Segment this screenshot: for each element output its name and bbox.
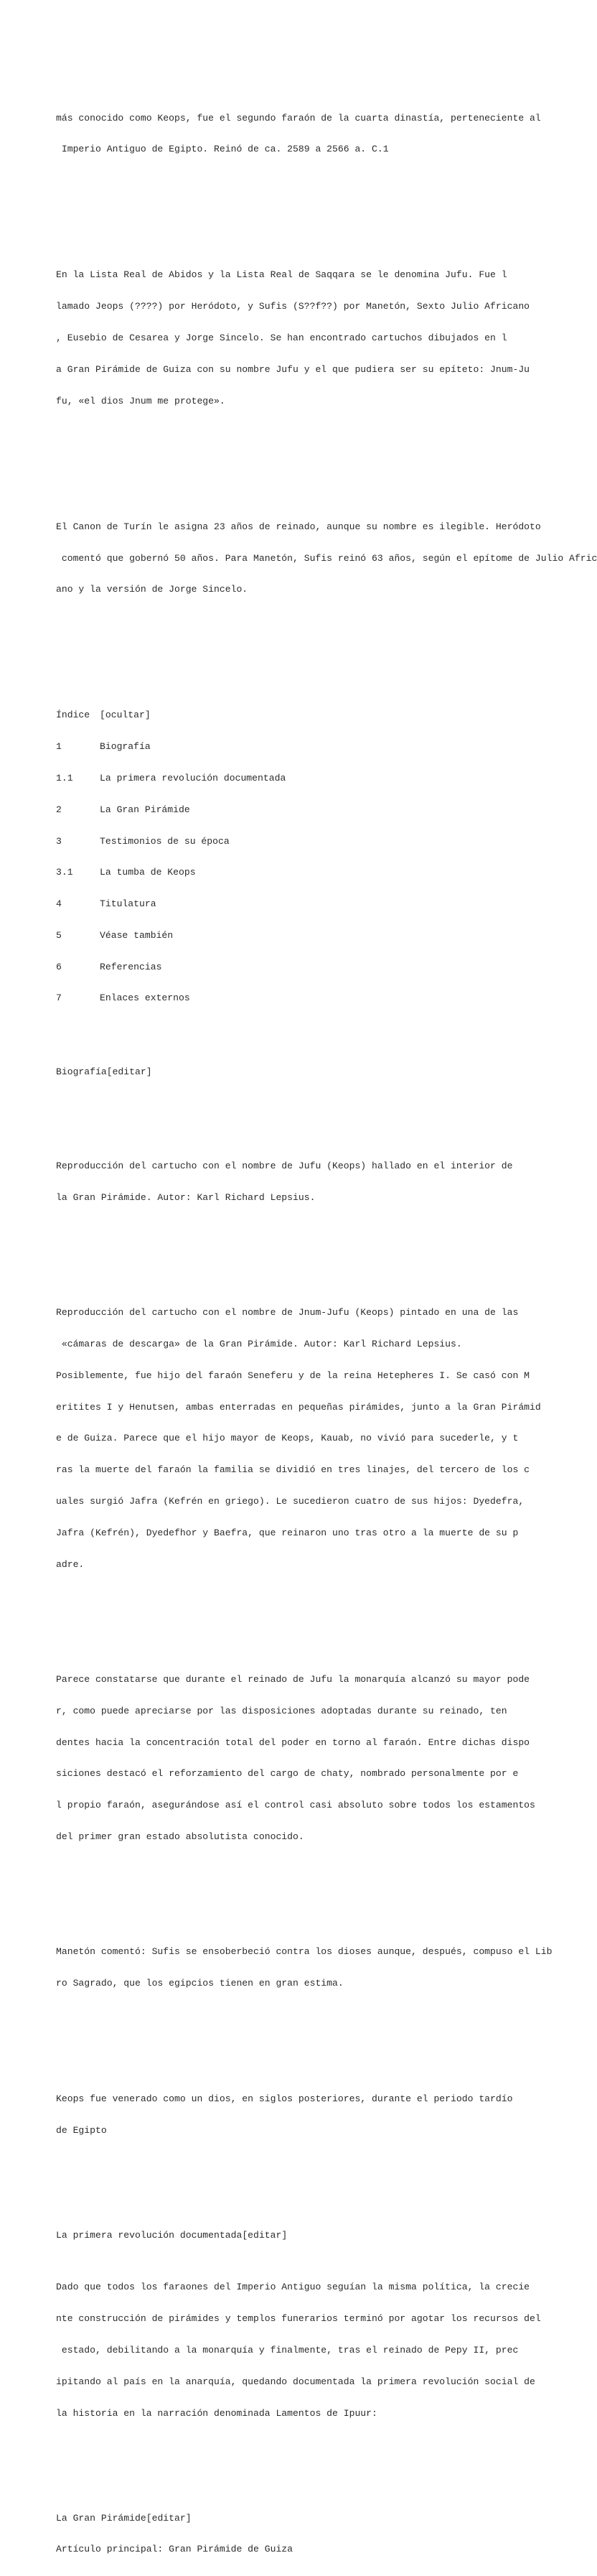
text-line: l propio faraón, asegurándose así el control casi absoluto sobre todos los estamentos (56, 1800, 535, 1811)
text-line: Imperio Antiguo de Egipto. Reinó de ca. 2589 a 2566 a. C.1 (56, 144, 389, 155)
text-line: ro Sagrado, que los egipcios tienen en gran estima. (56, 1978, 344, 1989)
toc-item-number: 6 (56, 961, 62, 972)
toc-item-number: 1 (56, 741, 62, 753)
toc-item[interactable] (56, 993, 551, 1004)
toc-item-number: 5 (56, 929, 62, 941)
section-heading-revolucion (56, 2231, 551, 2241)
text-line: «cámaras de descarga» de la Gran Pirámide. Autor: Karl Richard Lepsius. (56, 1339, 462, 1350)
text-line: Manetón comentó: Sufis se ensoberbeció contra los dioses aunque, después, compuso el Lib (56, 1946, 553, 1958)
text-line: Keops fue venerado como un dios, en siglos posteriores, durante el periodo tardío (56, 2093, 513, 2104)
biografia-paragraph-1 (56, 1287, 551, 1591)
toc-item-label: Testimonios de su época (100, 835, 230, 847)
text-line: ras la muerte del faraón la familia se dividió en tres linajes, del tercero de los c (56, 1464, 530, 1476)
text-line: comentó que gobernó 50 años. Para Manetón, Sufis reinó 63 años, según el epítome de Julio Afric (56, 552, 597, 564)
toc-item[interactable] (56, 805, 551, 816)
revolucion-paragraph-1 (56, 2261, 551, 2440)
text-line: a Gran Pirámide de Guiza con su nombre Jufu y el que pudiera ser su epíteto: Jnum-Ju (56, 363, 530, 375)
toc-item-label: La Gran Pirámide (100, 804, 190, 815)
text-line: En la Lista Real de Abidos y la Lista Real de Saqqara se le denomina Jufu. Fue l (56, 269, 507, 281)
text-line: Reproducción del cartucho con el nombre de Jnum-Jufu (Keops) pintado en una de las (56, 1307, 519, 1319)
toc-item-label: Referencias (100, 961, 162, 972)
toc-item-label: La tumba de Keops (100, 867, 196, 878)
text-line: Posiblemente, fue hijo del faraón Seneferu y de la reina Hetepheres I. Se casó con M (56, 1370, 530, 1381)
edit-link[interactable]: [editar] (146, 2512, 192, 2524)
main-article-note[interactable]: Artículo principal: Gran Pirámide de Guiza (56, 2544, 293, 2555)
document-body (56, 50, 597, 2576)
toc-item[interactable] (56, 962, 551, 973)
biografia-paragraph-2 (56, 1654, 551, 1864)
toc-item-label: Titulatura (100, 898, 156, 910)
text-line: , Eusebio de Cesarea y Jorge Sincelo. Se han encontrado cartuchos dibujados en l (56, 333, 507, 344)
section-heading-text: La primera revolución documentada (56, 2229, 243, 2241)
toc-item-number: 1.1 (56, 772, 73, 784)
section-heading-text: La Gran Pirámide (56, 2512, 146, 2524)
toc-item-label: La primera revolución documentada (100, 772, 286, 784)
text-line: Jafra (Kefrén), Dyedefhor y Baefra, que reinaron uno tras otro a la muerte de su p (56, 1527, 519, 1538)
text-line: adre. (56, 1558, 85, 1570)
toc-item-number: 3.1 (56, 867, 73, 878)
toc-item[interactable] (56, 773, 551, 784)
text-line: Dado que todos los faraones del Imperio Antiguo seguían la misma política, la crecie (56, 2282, 530, 2293)
text-line: siciones destacó el reforzamiento del cargo de chaty, nombrado personalmente por e (56, 1768, 519, 1780)
text-line: r, como puede apreciarse por las disposiciones adoptadas durante su reinado, ten (56, 1705, 507, 1716)
text-line: dentes hacia la concentración total del poder en torno al faraón. Entre dichas dispo (56, 1736, 530, 1748)
text-line: estado, debilitando a la monarquía y finalmente, tras el reinado de Pepy II, prec (56, 2345, 519, 2356)
toc-heading: Índice (56, 710, 90, 721)
toc-toggle-link[interactable]: [ocultar] (100, 710, 151, 721)
intro-paragraph-2 (56, 249, 551, 427)
table-of-contents (56, 689, 551, 1025)
biografia-paragraph-3 (56, 1926, 551, 2010)
section-heading-gran-piramide (56, 2514, 551, 2524)
toc-item-number: 2 (56, 804, 62, 815)
text-line: El Canon de Turín le asigna 23 años de reinado, aunque su nombre es ilegible. Heródoto (56, 521, 541, 532)
text-line: ano y la versión de Jorge Sincelo. (56, 584, 248, 595)
toc-item[interactable] (56, 837, 551, 847)
intro-paragraph-3 (56, 501, 597, 617)
section-heading-text: Biografía (56, 1066, 107, 1077)
toc-item-number: 3 (56, 835, 62, 847)
toc-item-number: 4 (56, 898, 62, 910)
text-line: Parece constatarse que durante el reinado de Jufu la monarquía alcanzó su mayor pode (56, 1674, 530, 1685)
text-line: uales surgió Jafra (Kefrén en griego). Le sucedieron cuatro de sus hijos: Dyedefra, (56, 1495, 525, 1507)
toc-item-label: Biografía (100, 741, 151, 753)
image-caption-1 (56, 1140, 551, 1224)
section-heading-biografia (56, 1067, 551, 1078)
edit-link[interactable]: [editar] (242, 2229, 288, 2241)
toc-item-number: 7 (56, 992, 62, 1004)
text-line: de Egipto (56, 2124, 107, 2136)
text-line: Reproducción del cartucho con el nombre de Jufu (Keops) hallado en el interior de (56, 1160, 513, 1171)
toc-item[interactable] (56, 899, 551, 910)
toc-item-label: Enlaces externos (100, 992, 190, 1004)
text-line: e de Guiza. Parece que el hijo mayor de Keops, Kauab, no vivió para sucederle, y t (56, 1433, 519, 1444)
text-line: la Gran Pirámide. Autor: Karl Richard Lepsius. (56, 1191, 316, 1203)
toc-item[interactable] (56, 868, 551, 878)
toc-item[interactable] (56, 742, 551, 753)
toc-item[interactable] (56, 931, 551, 941)
toc-item-label: Véase también (100, 929, 174, 941)
text-line: fu, «el dios Jnum me protege». (56, 395, 225, 406)
toc-header (56, 710, 551, 721)
text-line: lamado Jeops (????) por Heródoto, y Sufis (S??f??) por Manetón, Sexto Julio Africano (56, 301, 530, 312)
edit-link[interactable]: [editar] (106, 1066, 152, 1077)
text-line: eritites I y Henutsen, ambas enterradas en pequeñas pirámides, junto a la Gran Pirámid (56, 1401, 541, 1413)
text-line: del primer gran estado absolutista conocido. (56, 1831, 304, 1842)
text-line: la historia en la narración denominada Lamentos de Ipuur: (56, 2407, 377, 2419)
text-line: nte construcción de pirámides y templos funerarios terminó por agotar los recursos del (56, 2313, 541, 2325)
biografia-paragraph-4 (56, 2073, 551, 2157)
intro-paragraph-1 (56, 92, 551, 176)
text-line: más conocido como Keops, fue el segundo faraón de la cuarta dinastía, perteneciente al (56, 112, 541, 124)
text-line: ipitando al país en la anarquía, quedando documentada la primera revolución social de (56, 2376, 535, 2387)
